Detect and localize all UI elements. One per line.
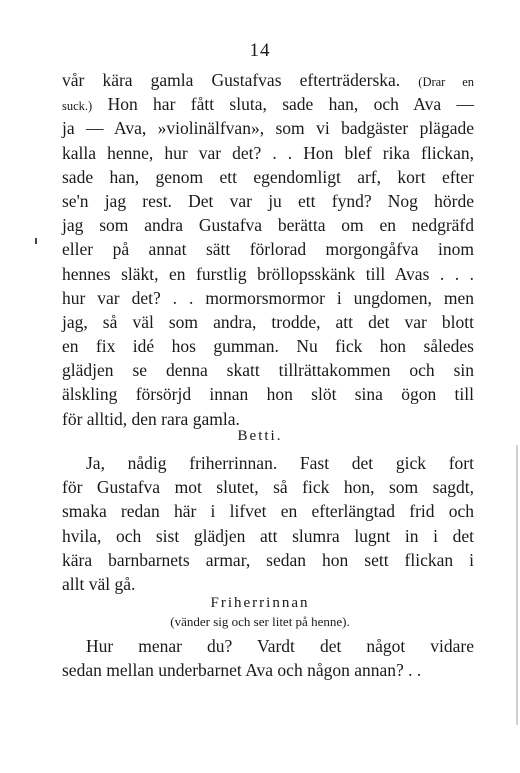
- text-line: hur var det? . . mormorsmormor i ungdomen, men: [62, 287, 474, 308]
- paragraph-2: [62, 451, 474, 596]
- text-line: hvila, och sist glädjen att slumra lugnt in i det: [62, 525, 474, 546]
- text-line: kära barnbarnets armar, sedan hon sett flickan i: [62, 549, 474, 570]
- text-line: smaka redan här i lifvet en efterlängtad frid och: [62, 501, 474, 522]
- text-line: sedan mellan underbarnet Ava och någon annan? . .: [62, 660, 422, 681]
- text-line: för Gustafva mot slutet, så fick hon, som sagdt,: [62, 477, 474, 498]
- text-line: kalla henne, hur var det? . . Hon blef rika flickan,: [62, 142, 474, 163]
- margin-mark: [35, 238, 37, 244]
- text-line: sade han, genom ett egendomligt arf, kort efter: [62, 166, 474, 187]
- page-edge-shadow: [516, 445, 518, 725]
- text-line: [62, 68, 474, 92]
- speaker-name-betti: Betti.: [237, 428, 283, 444]
- text-line: jag, så väl som andra, trodde, att det var blott: [62, 311, 474, 332]
- text-line: Hur menar du? Vardt det något vidare: [86, 636, 474, 656]
- text-line: jag som andra Gustafva berätta om en nedgräfd: [62, 215, 474, 236]
- paragraph-3: [62, 634, 474, 682]
- text-line: eller på annat sätt förlorad morgongåfva inom: [62, 239, 474, 260]
- text-line: Ja, nådig friherrinnan. Fast det gick fort: [86, 453, 474, 473]
- text-line: ja — Ava, »violinälfvan», som vi badgäster plägade: [62, 118, 474, 139]
- text-line: se'n jag rest. Det var ju ett fynd? Nog hörde: [62, 190, 474, 211]
- paragraph-1: [62, 68, 474, 431]
- text-span: vår kära gamla Gustafvas efterträderska.: [62, 70, 401, 90]
- text-span: Hon har fått sluta, sade han, och Ava —: [107, 94, 475, 115]
- text-line: en fix idé hos gumman. Nu fick hon således: [62, 336, 474, 357]
- text-line: för alltid, den rara gamla.: [62, 408, 240, 429]
- stage-note: suck.): [62, 99, 93, 114]
- text-line: allt väl gå.: [62, 573, 136, 594]
- text-line: hennes släkt, en furstlig bröllopsskänk till Avas . . .: [62, 263, 474, 284]
- text-line: älskling försörjd innan hon slöt sina ögon till: [62, 384, 474, 405]
- stage-direction: (vänder sig och ser litet på henne).: [170, 614, 350, 629]
- text-line: [62, 92, 474, 116]
- page-number: 14: [249, 40, 271, 61]
- speaker-name-friherrinnan: Friherrinnan: [210, 595, 310, 611]
- text-line: glädjen se denna skatt tillrättakommen och sin: [62, 360, 474, 381]
- stage-note: (Drar en: [418, 75, 474, 89]
